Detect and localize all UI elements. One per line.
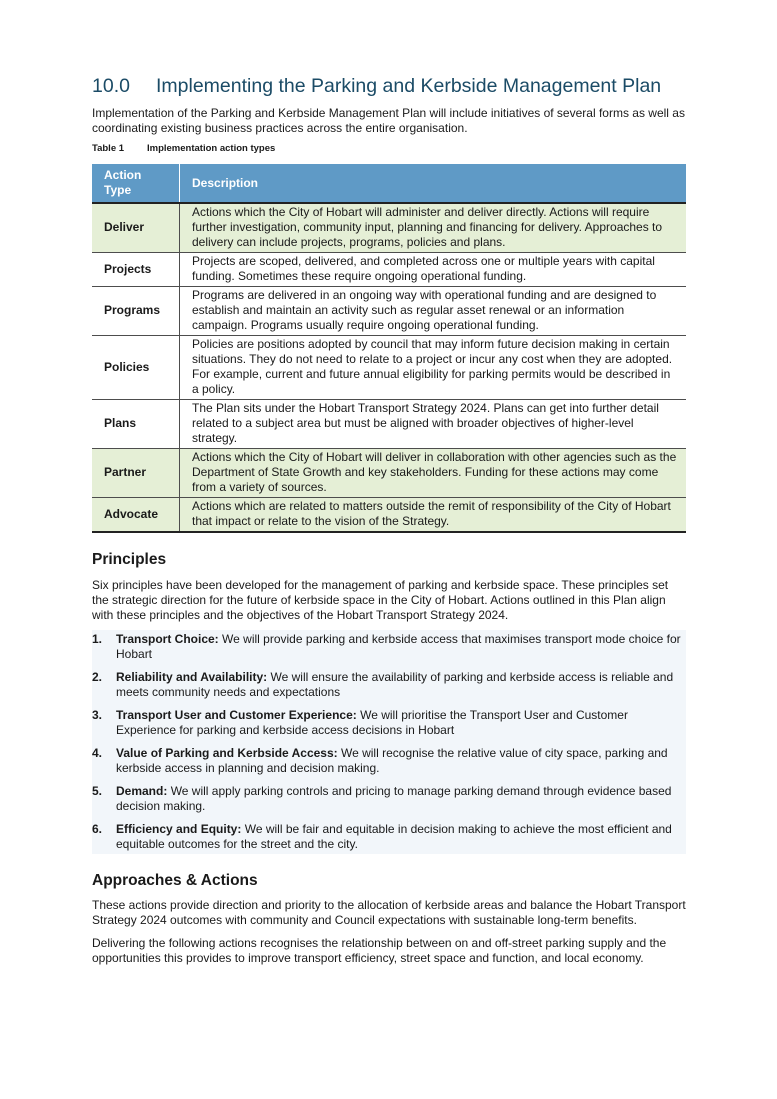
list-item [92, 632, 686, 662]
item-title: Reliability and Availability: [116, 670, 268, 684]
description-cell: Projects are scoped, delivered, and completed across one or multiple years with capital funding. Sometimes these require ongoing operational funding. [180, 253, 687, 287]
approaches-paragraph-1: These actions provide direction and priority to the allocation of kerbside areas and balance the Hobart Transport Strategy 2024 outcomes with community and Council expectations with sustainable long-term benefits. [92, 898, 686, 927]
list-item [92, 670, 686, 700]
action-type-cell: Deliver [92, 203, 180, 253]
description-cell: Actions which are related to matters outside the remit of responsibility of the City of Hobart that impact or relate to the vision of the Strategy. [180, 498, 687, 533]
header-description: Description [180, 164, 687, 203]
list-item [92, 708, 686, 738]
table-row [92, 449, 686, 498]
table-row [92, 498, 686, 533]
principles-intro: Six principles have been developed for the management of parking and kerbside space. These principles set the strategic direction for the future of kerbside space in the City of Hobart. Actions outlined in this Plan align with these principles and the objectives of the Hobart Transport Strategy 2024. [92, 578, 669, 622]
approaches-heading: Approaches & Actions [92, 872, 258, 889]
description-cell: Programs are delivered in an ongoing way with operational funding and are designed to establish and maintain an activity such as regular asset renewal or an information campaign. Programs usually require ongoing operational funding. [180, 287, 687, 336]
page-content [92, 72, 686, 966]
section-title: Implementing the Parking and Kerbside Management Plan [156, 75, 662, 97]
item-number: 6. [92, 822, 103, 836]
item-text: We will recognise the relative value of city space, parking and kerbside access in planning and decision making. [116, 746, 668, 775]
table-caption-number: Table 1 [92, 143, 125, 154]
table-header-row [92, 164, 686, 203]
list-item [92, 822, 686, 852]
action-type-cell: Partner [92, 449, 180, 498]
approaches-paragraph-2: Delivering the following actions recognises the relationship between on and off-street parking supply and the opportunities this provides to improve transport efficiency, street space and function, and local economy. [92, 936, 667, 965]
item-number: 3. [92, 708, 103, 722]
section-intro: Implementation of the Parking and Kerbside Management Plan will include initiatives of several forms as well as coordinating existing business practices across the entire organisation. [92, 106, 685, 135]
description-cell: The Plan sits under the Hobart Transport Strategy 2024. Plans can get into further detail related to a subject area but must be aligned with broader objectives of higher-level strategy. [180, 400, 687, 449]
item-title: Demand: [116, 784, 168, 798]
action-type-cell: Projects [92, 253, 180, 287]
item-number: 4. [92, 746, 103, 760]
section-number: 10.0 [92, 75, 130, 97]
description-cell: Policies are positions adopted by council that may inform future decision making in certain situations. They do not need to relate to a project or incur any cost when they are adopted. For example, current and future annual eligibility for parking permits would be described in a policy. [180, 336, 687, 400]
item-text: We will apply parking controls and pricing to manage parking demand through evidence based decision making. [116, 784, 672, 813]
principles-list [92, 630, 686, 854]
list-item [92, 784, 686, 814]
item-title: Transport Choice: [116, 632, 219, 646]
item-number: 1. [92, 632, 103, 646]
table-row [92, 400, 686, 449]
item-text: We will ensure the availability of parking and kerbside access is reliable and meets community needs and expectations [116, 670, 674, 699]
table-row [92, 287, 686, 336]
item-title: Value of Parking and Kerbside Access: [116, 746, 338, 760]
item-title: Transport User and Customer Experience: [116, 708, 357, 722]
table-row [92, 336, 686, 400]
list-item [92, 746, 686, 776]
table-row [92, 203, 686, 253]
action-type-cell: Advocate [92, 498, 180, 533]
description-cell: Actions which the City of Hobart will deliver in collaboration with other agencies such as the Department of State Growth and key stakeholders. Funding for these actions may come from a variety of sources. [180, 449, 687, 498]
item-title: Efficiency and Equity: [116, 822, 242, 836]
item-text: We will be fair and equitable in decision making to achieve the most efficient and equitable outcomes for the street and the city. [116, 822, 672, 851]
principles-heading: Principles [92, 551, 167, 568]
header-action-type: Action Type [92, 164, 180, 203]
action-types-table [92, 164, 686, 533]
table-caption [92, 143, 686, 155]
action-type-cell: Policies [92, 336, 180, 400]
action-type-cell: Programs [92, 287, 180, 336]
item-text: We will provide parking and kerbside access that maximises transport mode choice for Hobart [116, 632, 681, 661]
section-heading [92, 72, 686, 100]
item-number: 2. [92, 670, 103, 684]
description-cell: Actions which the City of Hobart will administer and deliver directly. Actions will require further investigation, community input, planning and financing for delivery. Approaches to delivery can include projects, programs, policies and plans. [180, 203, 687, 253]
table-caption-text: Implementation action types [147, 143, 276, 154]
action-type-cell: Plans [92, 400, 180, 449]
table-row [92, 253, 686, 287]
item-text: We will prioritise the Transport User and Customer Experience for parking and kerbside access decisions in Hobart [116, 708, 628, 737]
item-number: 5. [92, 784, 103, 798]
